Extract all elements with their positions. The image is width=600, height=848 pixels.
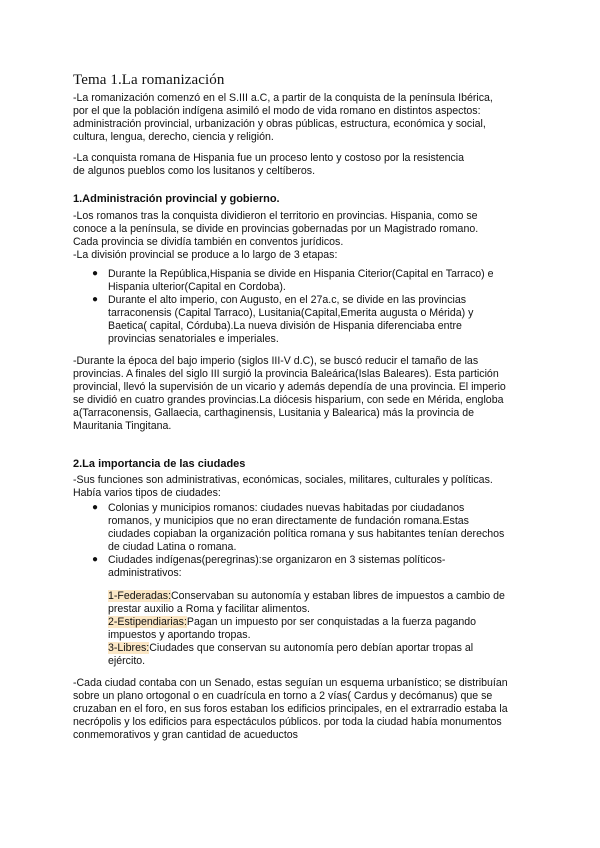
section1-bullet-list [92,268,542,345]
page-title: Tema 1.La romanización [73,72,225,88]
intro-paragraph-2: -La conquista romana de Hispania fue un proceso lento y costoso por la resistencia de algunos pueblos como los lusitanos y celtíberos. [73,152,465,177]
section1-heading: 1.Administración provincial y gobierno. [73,193,280,205]
list-item: ● Ciudades indígenas(peregrinas):se organizaron en 3 sistemas políticos- administrativos: [92,553,446,579]
bullet-icon: ● [92,553,99,565]
city-type-label: 2-Estipendiarias: [108,615,187,628]
city-type-text: Ciudades que conservan su autonomía pero debían aportar tropas al ejército. [108,641,474,667]
list-item: ● Durante la República,Hispania se divide en Hispania Citerior(Capital en Tarraco) e Hispania ulterior(Capital en Cordoba). [92,268,494,293]
intro-paragraph-1: -La romanización comenzó en el S.III a.C, a partir de la conquista de la península Ibérica, por el que la población indígena asimiló el modo de vida romano en distintos aspectos: administración provincial, urbanización y obras públicas, estructura, económica y social, cultura, lengua, derecho, ciencia y religión. [73,92,493,143]
city-types-list [108,590,548,667]
section2-paragraph-2: -Cada ciudad contaba con un Senado, estas seguían un esquema urbanístico; se distribuían sobre un plano ortogonal o en cuadrícula en torno a 2 vías( Cardus y decómanus) que se cruzaban en el foro, en sus foros estaban los edificios principales, en el extrarradio estaba la necrópolis y los edificios para espectáculos públicos. por toda la ciudad había monumentos conmemorativos y gran cantidad de acueductos [73,677,508,741]
city-type-label: 1-Federadas: [108,590,172,602]
section1-paragraph-2: -Durante la época del bajo imperio (siglos III-V d.C), se buscó reducir el tamaño de las provincias. A finales del siglo III surgió la provincia Baleárica(Islas Baleares). Esta partición provincial, llevó la supervisión de un vicario y además dependía de una provincia. El imperio se dividió en cuatro grandes provincias.La diócesis hisparium, con sede en Mérida, engloba a(Tarraconensis, Gallaecia, carthaginensis, Lusitania y Balearica) más la provincia de Mauritania Tingitana. [73,355,506,432]
city-type-federadas [108,590,548,616]
section2-heading: 2.La importancia de las ciudades [73,458,246,470]
list-item: ● Colonias y municipios romanos: ciudades nuevas habitadas por ciudadanos romanos, y municipios que no eran directamente de fundación romana.Estas ciudades copiaban la organización política romana y sus habitantes tenían derechos de ciudad Latina o romana. [92,502,505,553]
city-type-text: Conservaban su autonomía y estaban libres de impuestos a cambio de prestar auxilio a Roma y facilitar alimentos. [108,590,505,615]
bullet-icon: ● [92,268,99,279]
city-type-label: 3-Libres: [108,641,150,654]
section2-paragraph-1: -Sus funciones son administrativas, económicas, sociales, militares, culturales y políticas. Había varios tipos de ciudades: [73,474,493,499]
bullet-icon: ● [92,293,99,305]
list-item: ● Durante el alto imperio, con Augusto, en el 27a.c, se divide en las provincias tarraconensis (Capital Tarraco), Lusitania(Capital,Emerita augusta o Mérida) y Baetica( capital, Córduba).La nueva división de Hispania diferenciaba entre provincias senatoriales e imperiales. [92,293,474,345]
section1-paragraph-1: -Los romanos tras la conquista dividieron el territorio en provincias. Hispania, como se conoce a la península, se divide en provincias gobernadas por un Magistrado romano. Cada provincia se dividía también en conventos jurídicos. -La división provincial se produce a lo largo de 3 etapas: [73,210,479,261]
section2-bullet-list [92,502,542,579]
city-type-text: Pagan un impuesto por ser conquistadas a la fuerza pagando impuestos y aportando tropas. [108,615,477,641]
city-type-estipendiarias [108,616,548,642]
city-type-libres [108,642,548,668]
bullet-icon: ● [92,502,99,513]
